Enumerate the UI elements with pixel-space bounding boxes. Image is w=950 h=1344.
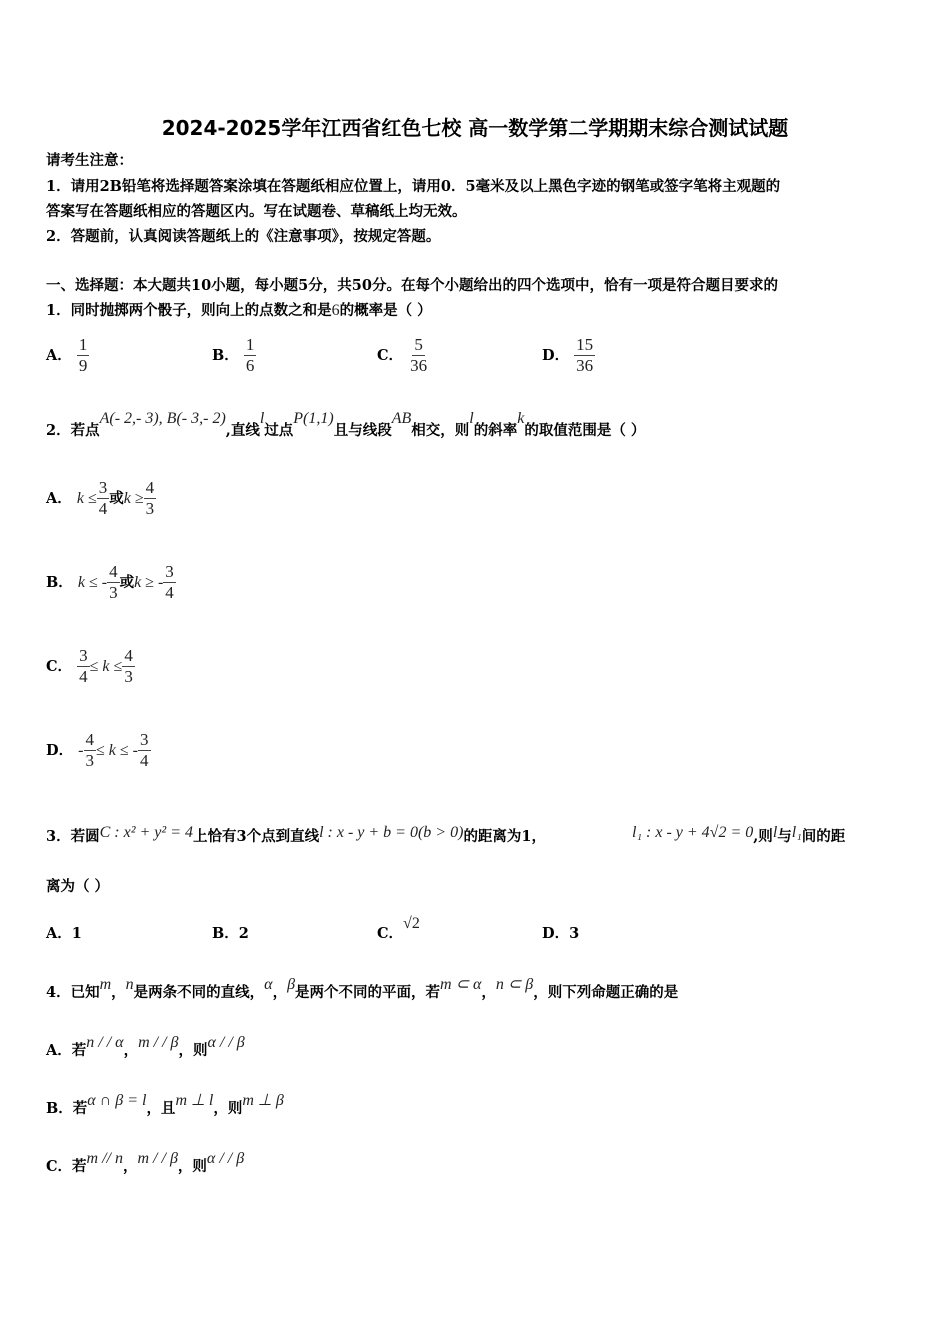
fraction: $\frac{3}{4}$ (98, 478, 108, 518)
notice-line-1: 1．请用2B铅笔将选择题答案涂填在答题纸相应位置上，请用0．5毫米及以上黑色字迹的钢笔或签字笔将主观题的 (46, 178, 781, 195)
fraction: $\frac{4}{3}$ (145, 478, 155, 518)
fraction: $\frac{5}{36}$ (410, 335, 428, 375)
q2-option-b[interactable]: B． k ≤ - $\frac{4}{3}$ 或k ≥ - $\frac{3}{4}$ (46, 562, 174, 602)
fraction: $\frac{4}{3}$ (124, 646, 133, 686)
q1-math: 6 (331, 302, 340, 319)
fraction: $\frac{3}{4}$ (165, 562, 174, 602)
q1-option-b[interactable]: B． $\frac{1}{6}$ (212, 335, 255, 375)
q3-option-a[interactable]: A．1 (46, 925, 82, 942)
notice-line-2: 答案写在答题纸相应的答题区内。写在试题卷、草稿纸上均无效。 (46, 203, 467, 220)
fraction: $\frac{3}{4}$ (79, 646, 88, 686)
fraction: $\frac{15}{36}$ (576, 335, 594, 375)
question-3-line-2: 离为（ ） (46, 878, 110, 895)
fraction: $\frac{1}{6}$ (245, 335, 255, 375)
page-title: 2024-2025学年江西省红色七校 高一数学第二学期期末综合测试试题 (161, 116, 789, 140)
notice-line-3: 2．答题前，认真阅读答题纸上的《注意事项》，按规定答题。 (46, 228, 441, 245)
q3-option-b[interactable]: B．2 (212, 925, 249, 942)
question-1 (46, 301, 432, 321)
q1-text-b: 的概率是（ ） (339, 302, 432, 319)
q2-option-d[interactable]: D． - $\frac{4}{3}$ ≤ k ≤ - $\frac{3}{4}$ (46, 730, 149, 770)
fraction: $\frac{4}{3}$ (109, 562, 118, 602)
q1-text-a: 1．同时抛掷两个骰子，则向上的点数之和是 (46, 302, 332, 319)
notice-heading: 请考生注意： (46, 152, 133, 169)
q1-option-d[interactable]: D． $\frac{15}{36}$ (542, 335, 594, 375)
question-3: 3．若圆C : x² + y² = 4上恰有3个点到直线l : x - y + b = 0(b > 0)的距离为1， (46, 824, 547, 845)
q4-option-a[interactable]: A．若n / / α，m / / β，则α / / β (46, 1034, 245, 1059)
fraction: $\frac{4}{3}$ (85, 730, 94, 770)
q1-option-a[interactable]: A． $\frac{1}{9}$ (46, 335, 88, 375)
q4-option-b[interactable]: B．若α ∩ β = l，且m ⊥ l，则m ⊥ β (46, 1092, 284, 1117)
q2-option-a[interactable]: A． k ≤ $\frac{3}{4}$ 或k ≥ $\frac{4}{3}$ (46, 478, 155, 518)
question-3-cont: l₁ : x - y + 4√2 = 0,则l与l₁间的距 (632, 824, 846, 845)
q1-option-c[interactable]: C． $\frac{5}{36}$ (377, 335, 428, 375)
q4-option-c[interactable]: C．若m // n，m / / β，则α / / β (46, 1150, 245, 1175)
question-4: 4．已知m，n是两条不同的直线，α，β是两个不同的平面，若m ⊂ α，n ⊂ β，则下列命题正确的是 (46, 976, 679, 1001)
q3-option-d[interactable]: D．3 (542, 925, 580, 942)
q3-option-c[interactable]: C．√2 (377, 915, 420, 942)
section-heading: 一、选择题：本大题共10小题，每小题5分，共50分。在每个小题给出的四个选项中，恰有一项是符合题目要求的 (46, 277, 778, 294)
q2-option-c[interactable]: C． $\frac{3}{4}$ ≤ k ≤ $\frac{4}{3}$ (46, 646, 133, 686)
question-2: 2．若点A(- 2,- 3), B(- 3,- 2),直线l过点P(1,1)且与线段AB相交，则l的斜率k的取值范围是（ ） (46, 410, 646, 439)
fraction: $\frac{1}{9}$ (78, 335, 88, 375)
fraction: $\frac{3}{4}$ (140, 730, 149, 770)
